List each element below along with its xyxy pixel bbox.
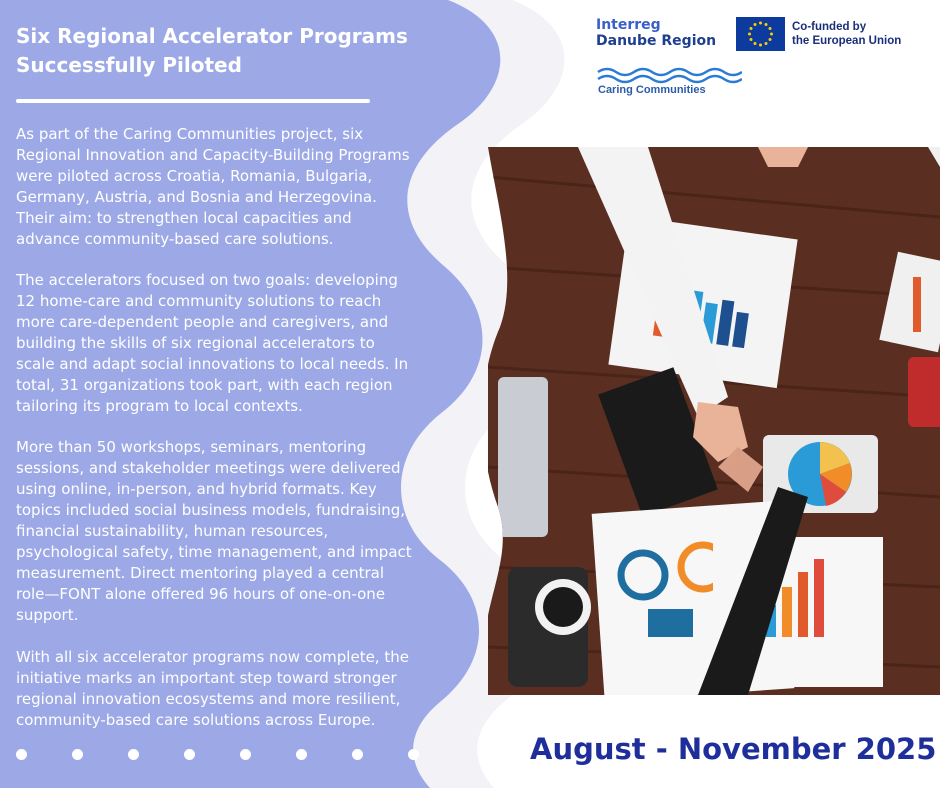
paragraph-line: were piloted across Croatia, Romania, Bulgaria, — [16, 167, 373, 185]
paragraph-line: using online, in-person, and hybrid formats. Key — [16, 480, 377, 498]
paragraph-line: role—FONT alone offered 96 hours of one-on-one — [16, 585, 386, 603]
paragraph-line: Germany, Austria, and Bosnia and Herzegovina. — [16, 188, 377, 206]
date-range: August - November 2025 — [530, 732, 937, 766]
dot — [16, 749, 27, 760]
paragraph-line: more care-dependent people and caregivers, and — [16, 313, 389, 331]
dot — [72, 749, 83, 760]
paragraph-line: tailoring its program to local contexts. — [16, 397, 303, 415]
dot — [352, 749, 363, 760]
paragraph-conclusion — [16, 647, 428, 731]
interreg-logo-text: Interreg — [596, 17, 661, 33]
headline-line-1: Six Regional Accelerator Programs — [16, 24, 408, 48]
decorative-dots — [16, 749, 426, 763]
logo-area — [590, 14, 930, 104]
paragraph-line: More than 50 workshops, seminars, mentoring — [16, 438, 367, 456]
headline-divider — [16, 99, 370, 103]
paragraph-line: support. — [16, 606, 79, 624]
wave-logo-icon — [596, 64, 742, 86]
dot — [128, 749, 139, 760]
paragraph-line: scale and adapt social innovations to local needs. In — [16, 355, 409, 373]
paragraph-line: psychological safety, time management, and impact — [16, 543, 412, 561]
business-handshake-photo — [488, 147, 940, 695]
paragraph-line: regional innovation ecosystems and more resilient, — [16, 690, 401, 708]
paragraph-line: topics included social business models, fundraising, — [16, 501, 406, 519]
danube-region-logo-text: Danube Region — [596, 33, 717, 49]
paragraph-line: sessions, and stakeholder meetings were delivered — [16, 459, 401, 477]
paragraph-goals — [16, 270, 428, 417]
paragraph-line: The accelerators focused on two goals: developing — [16, 271, 398, 289]
paragraph-line: community-based care solutions across Europe. — [16, 711, 376, 729]
dot — [296, 749, 307, 760]
paragraph-line: building the skills of six regional accelerators to — [16, 334, 375, 352]
paragraph-line: As part of the Caring Communities project, six — [16, 125, 364, 143]
paragraph-line: Regional Innovation and Capacity-Building Programs — [16, 146, 410, 164]
paragraph-line: measurement. Direct mentoring played a central — [16, 564, 385, 582]
paragraph-line: Their aim: to strengthen local capacities and — [16, 209, 352, 227]
cofunded-line-1: Co-funded by — [792, 21, 867, 33]
headline — [16, 22, 436, 80]
headline-line-2: Successfully Piloted — [16, 53, 242, 77]
paragraph-line: With all six accelerator programs now complete, the — [16, 648, 409, 666]
paragraph-line: 12 home-care and community solutions to reach — [16, 292, 382, 310]
caring-communities-logo-text: Caring Communities — [598, 84, 706, 96]
dot — [240, 749, 251, 760]
cofunded-line-2: the European Union — [792, 35, 902, 47]
eu-flag-icon — [736, 17, 785, 51]
dot — [184, 749, 195, 760]
paragraph-line: advance community-based care solutions. — [16, 230, 334, 248]
cofunded-eu-text — [792, 20, 901, 48]
dot — [408, 749, 419, 760]
paragraph-workshops — [16, 437, 428, 626]
paragraph-intro — [16, 124, 428, 250]
paragraph-line: initiative marks an important step toward stronger — [16, 669, 397, 687]
paragraph-line: financial sustainability, human resources, — [16, 522, 329, 540]
paragraph-line: total, 31 organizations took part, with each region — [16, 376, 393, 394]
